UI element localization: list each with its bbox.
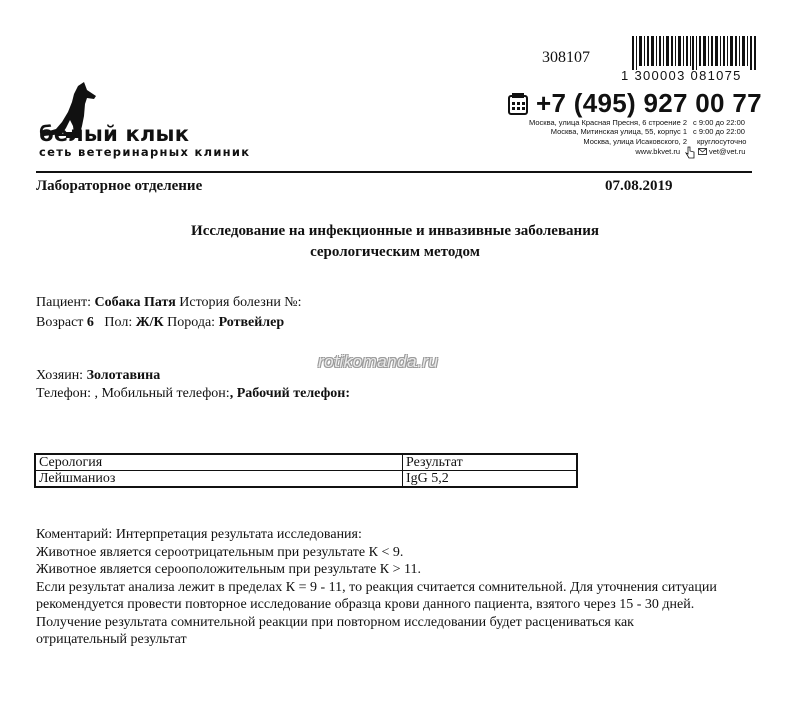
brand-tagline: сеть ветеринарных клиник (39, 145, 251, 159)
watermark-text: rotikomanda.ru (318, 352, 439, 371)
clinic-email[interactable]: vet@vet.ru (709, 147, 746, 156)
barcode-image (632, 36, 756, 70)
clinic-phone: +7 (495) 927 00 77 (536, 88, 762, 118)
owner-line (36, 368, 160, 384)
patient-details-line (36, 315, 284, 331)
comment-line: Коментарий: Интерпретация результата исследования: (36, 527, 362, 542)
department-name: Лабораторное отделение (36, 178, 203, 194)
table-row (35, 471, 577, 488)
breed-label: Порода: (167, 315, 216, 330)
age-label: Возраст (36, 315, 84, 330)
history-label: История болезни №: (179, 295, 302, 310)
clinic-hours-2: с 9:00 до 22:00 (693, 127, 745, 136)
owner-name: Золотавина (86, 368, 161, 383)
table-header-cell: Серология (35, 454, 403, 471)
patient-label: Пациент: (36, 295, 92, 310)
owner-phones-sep: , Рабочий телефон: (229, 386, 350, 401)
barcode-number: 1 300003 081075 (621, 68, 742, 83)
comment-line: Животное является сероотрицательным при результате К < 9. (36, 544, 404, 560)
comment-line: рекомендуется провести повторное исследование образца крови данного пациента, взятого через 15 - 30 дней. (36, 597, 695, 612)
clinic-hours-3: круглосуточно (697, 137, 747, 146)
table-cell: Лейшманиоз (35, 471, 403, 488)
document-code: 308107 (542, 49, 590, 66)
interpretation-comment (36, 526, 756, 649)
report-date: 07.08.2019 (605, 178, 673, 194)
comment-line: Получение результата сомнительной реакции при повторном исследовании будет расцениваться как (36, 614, 634, 630)
table-cell: IgG 5,2 (403, 471, 578, 488)
sex-label: Пол: (104, 315, 133, 330)
owner-phones-line (36, 386, 350, 402)
table-header-cell: Результат (403, 454, 578, 471)
report-title-line-1: Исследование на инфекционные и инвазивные заболевания (191, 223, 599, 239)
age-value: 6 (86, 315, 94, 330)
report-title-line-2: серологическим методом (310, 244, 480, 260)
patient-line (36, 295, 302, 311)
comment-line: Если результат анализа лежит в пределах К = 9 - 11, то реакция считается сомнительной. Для уточнения ситуации (36, 579, 717, 595)
sex-value: Ж/К (135, 315, 164, 330)
table-header-row (35, 454, 577, 471)
clinic-address-2: Москва, Митинская улица, 55, корпус 1 (550, 127, 687, 136)
owner-phones-a: Телефон: , Мобильный телефон: (36, 386, 230, 401)
cursor-icon (685, 146, 695, 159)
clinic-address-1: Москва, улица Красная Пресня, 6 строение 2 (529, 118, 687, 127)
breed-value: Ротвейлер (218, 315, 285, 330)
results-table (34, 453, 578, 488)
comment-line: Животное является серооположительным при результате К > 11. (36, 562, 421, 577)
email-icon (698, 148, 707, 155)
clinic-website[interactable]: www.bkvet.ru (635, 147, 680, 156)
patient-name: Собака Патя (94, 295, 176, 310)
clinic-address-3: Москва, улица Исаковского, 2 (583, 137, 687, 146)
comment-line: отрицательный результат (36, 632, 187, 647)
header-divider (36, 171, 752, 173)
brand-name: белый клык (39, 122, 190, 146)
phone-icon (508, 93, 528, 115)
clinic-hours-1: с 9:00 до 22:00 (693, 118, 745, 127)
owner-label: Хозяин: (36, 368, 84, 383)
